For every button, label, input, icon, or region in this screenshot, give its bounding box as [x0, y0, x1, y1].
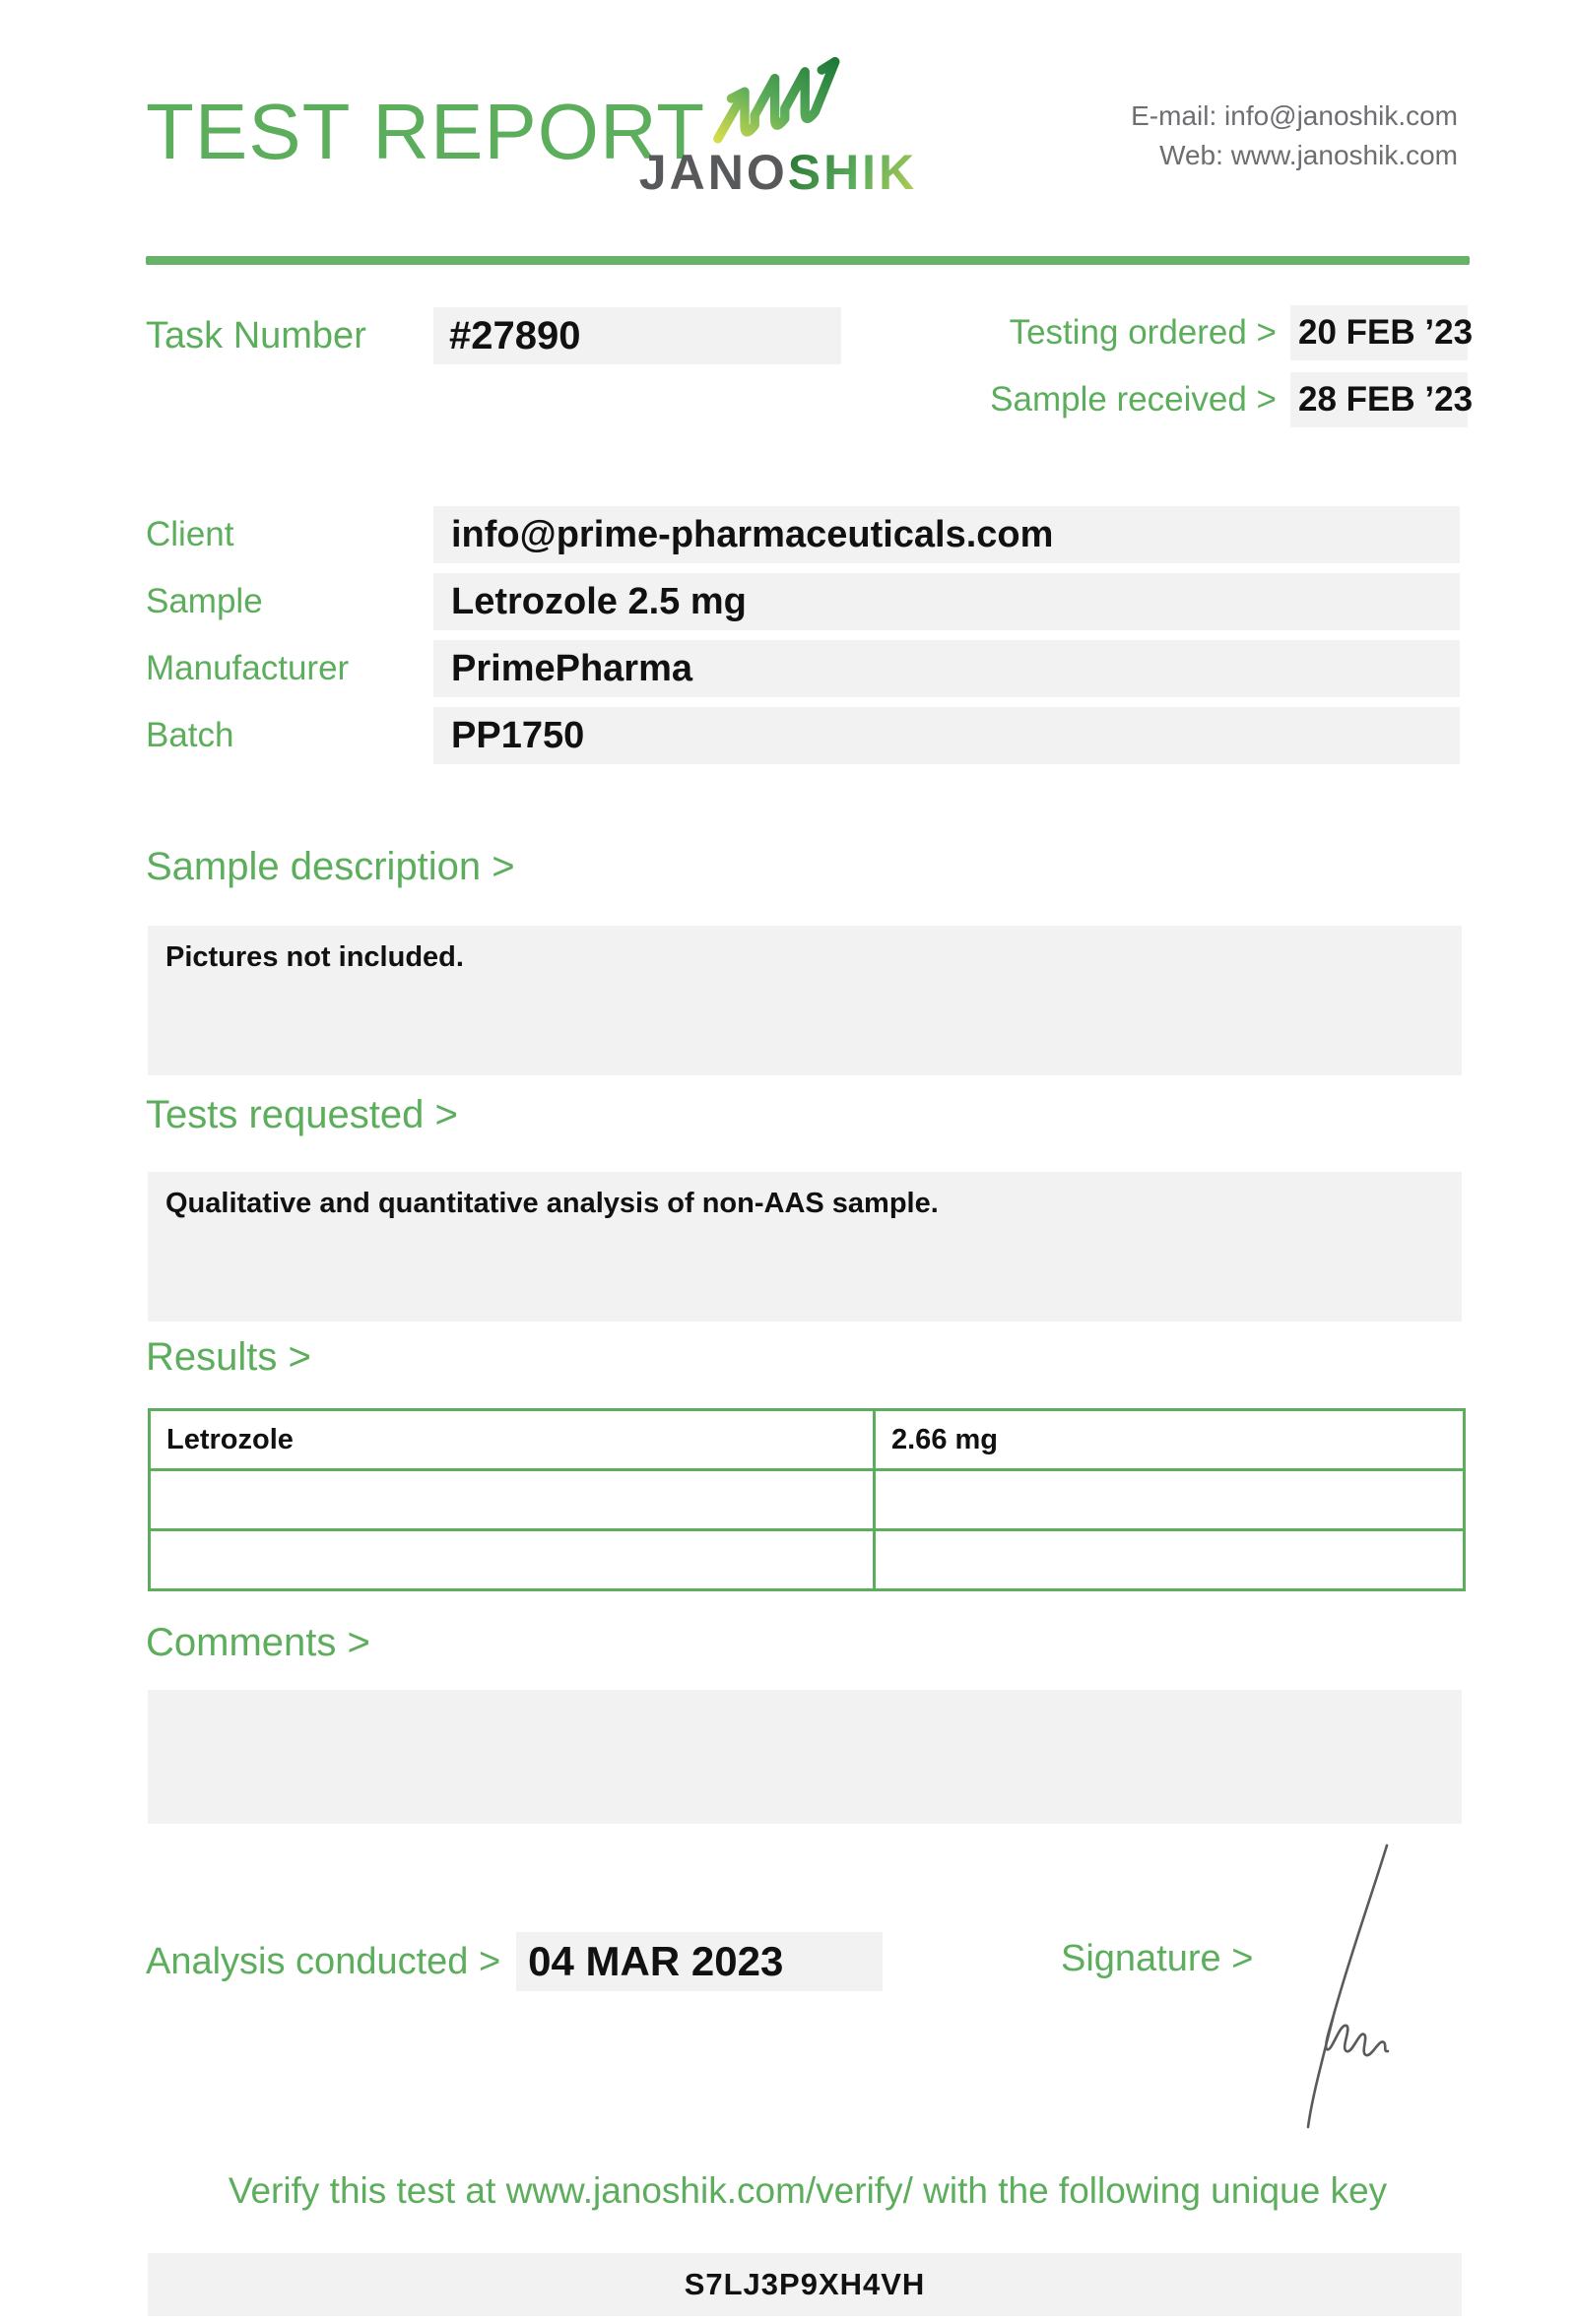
sample-received-row: [886, 372, 1474, 427]
logo-text-jano: JANO: [638, 145, 788, 200]
manufacturer-value: PrimePharma: [433, 640, 1460, 697]
analysis-conducted-label: Analysis conducted >: [146, 1940, 501, 1982]
comments-heading: Comments >: [146, 1621, 370, 1664]
client-label: Client: [146, 515, 234, 553]
sample-description-box: Pictures not included.: [148, 926, 1462, 1075]
analysis-conducted-row: [146, 1932, 883, 1991]
testing-ordered-row: [886, 305, 1474, 360]
unique-key-box: S7LJ3P9XH4VH: [148, 2253, 1462, 2316]
logo-wordmark: [630, 145, 926, 200]
logo-text-shik: SHIK: [787, 145, 918, 200]
batch-label: Batch: [146, 716, 234, 754]
result-value: 2.66 mg: [875, 1410, 1465, 1470]
verify-instruction: Verify this test at www.janoshik.com/verify/ with the following unique key: [228, 2170, 1388, 2211]
batch-value: PP1750: [433, 707, 1460, 764]
sample-received-label: Sample received >: [990, 380, 1277, 419]
results-row-3: [150, 1530, 1465, 1590]
sample-row: [146, 573, 1460, 630]
result-analyte: [150, 1530, 875, 1590]
batch-row: [146, 707, 1460, 764]
task-number-label: Task Number: [146, 314, 366, 356]
client-row: [146, 506, 1460, 563]
results-table: [148, 1408, 1466, 1591]
tests-requested-heading: Tests requested >: [146, 1093, 458, 1136]
contact-block: [1131, 97, 1458, 175]
contact-web: Web: www.janoshik.com: [1159, 140, 1458, 170]
sample-label: Sample: [146, 582, 263, 620]
task-number-value: #27890: [433, 307, 841, 364]
contact-email: E-mail: info@janoshik.com: [1131, 100, 1458, 131]
header-divider: [146, 256, 1470, 265]
testing-ordered-value: 20 FEB ’23: [1290, 305, 1468, 360]
manufacturer-label: Manufacturer: [146, 649, 350, 687]
results-row-2: [150, 1470, 1465, 1530]
signature-label: Signature >: [1061, 1938, 1254, 1979]
sample-description-heading: Sample description >: [146, 845, 515, 888]
result-value: [875, 1530, 1465, 1590]
results-row-1: [150, 1410, 1465, 1470]
manufacturer-row: [146, 640, 1460, 697]
janoshik-logo: [630, 51, 926, 209]
page-title: TEST REPORT: [146, 88, 706, 175]
testing-ordered-label: Testing ordered >: [1009, 313, 1277, 352]
client-value: info@prime-pharmaceuticals.com: [433, 506, 1460, 563]
sample-received-value: 28 FEB ’23: [1290, 372, 1468, 427]
result-analyte: [150, 1470, 875, 1530]
comments-box: [148, 1690, 1462, 1824]
task-number-row: [146, 307, 841, 364]
result-analyte: Letrozole: [150, 1410, 875, 1470]
signature-scribble: [1261, 1840, 1428, 2135]
analysis-conducted-value: 04 MAR 2023: [516, 1932, 883, 1991]
trend-chart-icon: [694, 51, 862, 146]
tests-requested-box: Qualitative and quantitative analysis of non-AAS sample.: [148, 1172, 1462, 1322]
results-heading: Results >: [146, 1335, 311, 1379]
result-value: [875, 1470, 1465, 1530]
sample-value: Letrozole 2.5 mg: [433, 573, 1460, 630]
